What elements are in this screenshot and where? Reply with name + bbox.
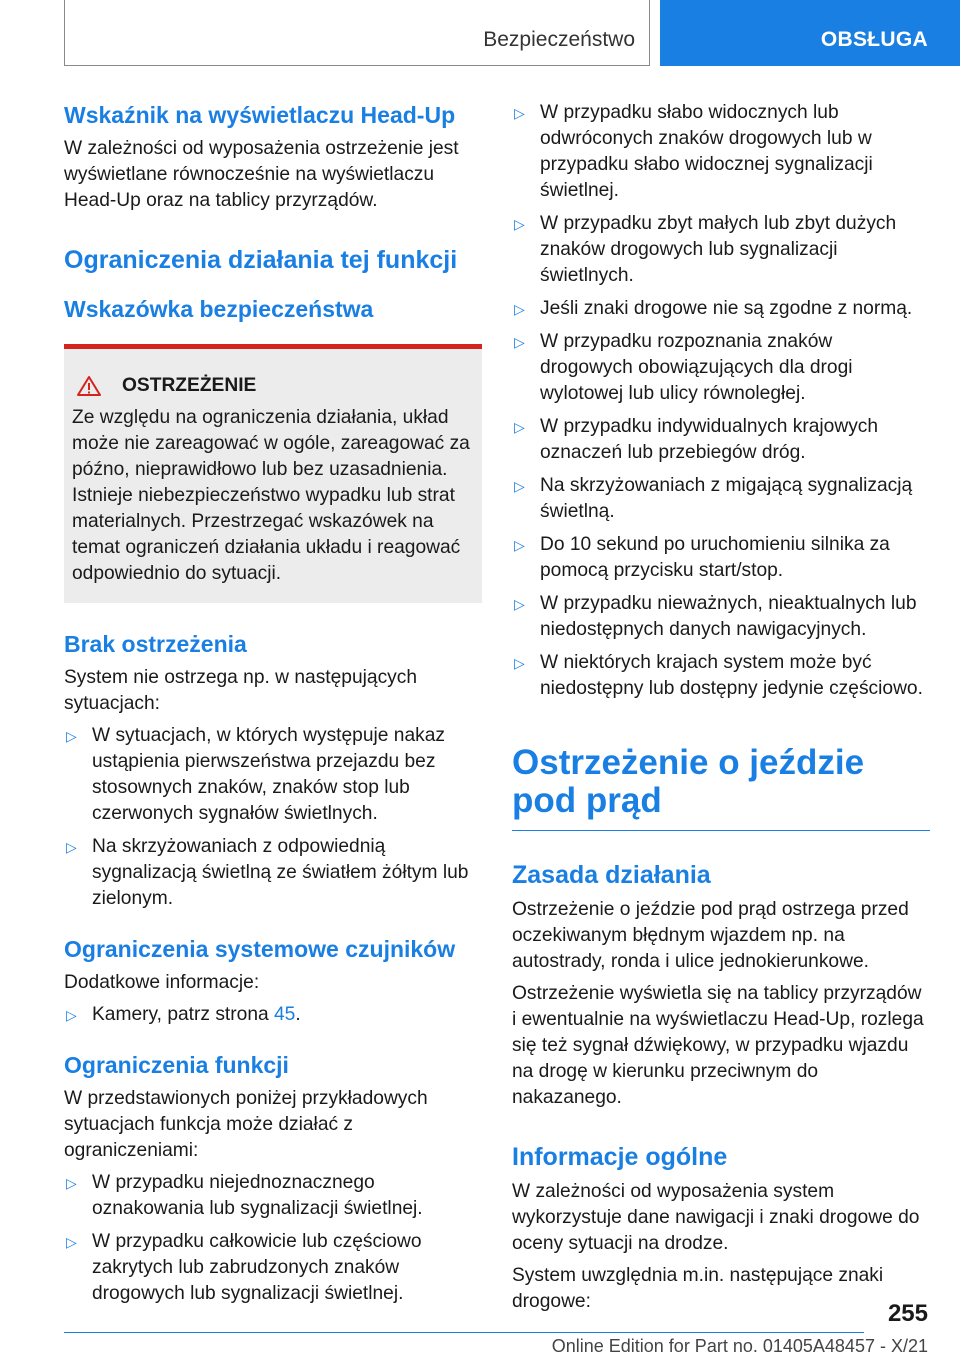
heading-limits: Ograniczenia działania tej funkcji (64, 246, 458, 274)
list-item: ▷ Na skrzyżowaniach z odpowiednią sygnalizacją świetlną ze światłem żółtym lub zielonym. (66, 836, 469, 909)
list-item: ▷ W przypadku nieważnych, nieaktualnych lub niedostępnych danych nawigacyjnych. (514, 593, 917, 640)
paragraph-no-warning: System nie ostrzega np. w następujących sytuacjach: (64, 667, 418, 714)
list-item: ▷ W przypadku słabo widocznych lub odwróconych znaków drogowych lub w przypadku słabo widocznej sygnalizacji świetlnej. (514, 102, 873, 201)
warning-box (64, 344, 482, 603)
no-warning-list (64, 723, 482, 912)
list-item: ▷ W przypadku indywidualnych krajowych oznaczeń lub przebiegów dróg. (514, 416, 879, 463)
triangle-bullet-icon: ▷ (514, 419, 525, 435)
list-item: ▷ W przypadku zbyt małych lub zbyt dużych znaków drogowych lub sygnalizacji świetlnych. (514, 213, 897, 286)
list-item: ▷ W sytuacjach, w których występuje nakaz ustąpienia pierwszeństwa przejazdu bez stosownych znaków, znaków stop lub czerwonych sygnałów świetlnych. (66, 725, 445, 824)
paragraph-headup: W zależności od wyposażenia ostrzeżenie jest wyświetlane równocześnie na wyświetlaczu Head-Up oraz na tablicy przyrządów. (64, 138, 459, 211)
paragraph-function-limits: W przedstawionych poniżej przykładowych sytuacjach funkcja może działać z ograniczeniami: (64, 1088, 428, 1161)
triangle-bullet-icon: ▷ (66, 1007, 77, 1023)
page-link-45[interactable]: 45 (274, 1004, 296, 1025)
list-item: ▷ Jeśli znaki drogowe nie są zgodne z normą. (512, 296, 930, 322)
page-number: 255 (887, 1300, 928, 1327)
heading-principle: Zasada działania (512, 861, 711, 889)
warning-triangle-icon (76, 375, 102, 397)
list-item: ▷ Kamery, patrz strona 45. (64, 1002, 482, 1028)
heading-no-warning: Brak ostrzeżenia (64, 631, 247, 657)
triangle-bullet-icon: ▷ (514, 655, 525, 671)
heading-sensors: Ograniczenia systemowe czujników (64, 936, 456, 962)
heading-headup: Wskaźnik na wyświetlaczu Head-Up (64, 102, 456, 128)
triangle-bullet-icon: ▷ (514, 478, 525, 494)
triangle-bullet-icon: ▷ (66, 728, 77, 744)
triangle-bullet-icon: ▷ (514, 334, 525, 350)
triangle-bullet-icon: ▷ (514, 301, 525, 317)
heading-safety: Wskazówka bezpieczeństwa (64, 296, 374, 322)
header-section-title: Bezpieczeństwo (483, 28, 635, 51)
paragraph-principle-1: Ostrzeżenie o jeździe pod prąd ostrzega przed oczekiwanym błędnym wjazdem np. na autostrady, ronda i ulice jednokierunkowe. (512, 899, 909, 972)
heading-general: Informacje ogólne (512, 1143, 728, 1171)
heading-function-limits: Ograniczenia funkcji (64, 1052, 289, 1078)
sensors-list (64, 1002, 482, 1028)
paragraph-general-2: System uwzględnia m.in. następujące znaki drogowe: (512, 1265, 884, 1312)
list-item: ▷ W przypadku niejednoznacznego oznakowania lub sygnalizacji świetlnej. (66, 1172, 423, 1219)
list-item: ▷ W przypadku rozpoznania znaków drogowych obowiązujących dla drogi wylotowej lub ulicy równoległej. (514, 331, 853, 404)
footer-edition: Online Edition for Part no. 01405A48457 - X/21 (551, 1336, 928, 1356)
triangle-bullet-icon: ▷ (514, 216, 525, 232)
paragraph-principle-2: Ostrzeżenie wyświetla się na tablicy przyrządów i ewentualnie na wyświetlaczu Head-Up, rozlega się też sygnał dźwiękowy, w przypadku wjazdu na drogę w kierunku przeciwnym do nakazanego. (512, 983, 924, 1108)
triangle-bullet-icon: ▷ (66, 1234, 77, 1250)
list-item: ▷ Na skrzyżowaniach z migającą sygnalizacją świetlną. (514, 475, 913, 522)
header-section-box (64, 0, 650, 66)
header-chapter-box (660, 0, 960, 66)
right-column (512, 100, 930, 1321)
list-item: ▷ W niektórych krajach system może być niedostępny lub dostępny jedynie częściowo. (514, 652, 923, 699)
triangle-bullet-icon: ▷ (66, 839, 77, 855)
paragraph-sensors: Dodatkowe informacje: (64, 972, 260, 993)
function-limits-list-continued (512, 100, 930, 702)
triangle-bullet-icon: ▷ (514, 105, 525, 121)
list-item: ▷ Do 10 sekund po uruchomieniu silnika za pomocą przycisku start/stop. (514, 534, 890, 581)
header-chapter-title: OBSŁUGA (820, 28, 928, 51)
warning-title: OSTRZEŻENIE (122, 375, 257, 396)
triangle-bullet-icon: ▷ (66, 1175, 77, 1191)
triangle-bullet-icon: ▷ (514, 537, 525, 553)
warning-text: Ze względu na ograniczenia działania, układ może nie zareagować w ogóle, zareagować za późno, nieprawidłowo lub bez uzasadnienia. Istnieje niebezpieczeństwo wypadku lub strat materialnych. Przestrzegać wskazówek na temat ograniczeń działania układu i reagować odpowiednio do sytuacji. (72, 407, 470, 584)
footer-divider (64, 1332, 864, 1333)
warning-title-row (72, 373, 472, 399)
function-limits-list (64, 1170, 482, 1307)
list-item: ▷ W przypadku całkowicie lub częściowo zakrytych lub zabrudzonych znaków drogowych lub sygnalizacji świetlnej. (66, 1231, 422, 1304)
left-column (64, 100, 482, 1314)
triangle-bullet-icon: ▷ (514, 596, 525, 612)
heading-wrong-way: Ostrzeżenie o jeździe pod prąd (512, 744, 930, 831)
paragraph-general-1: W zależności od wyposażenia system wykorzystuje dane nawigacji i znaki drogowe do oceny sytuacji na drodze. (512, 1181, 920, 1254)
